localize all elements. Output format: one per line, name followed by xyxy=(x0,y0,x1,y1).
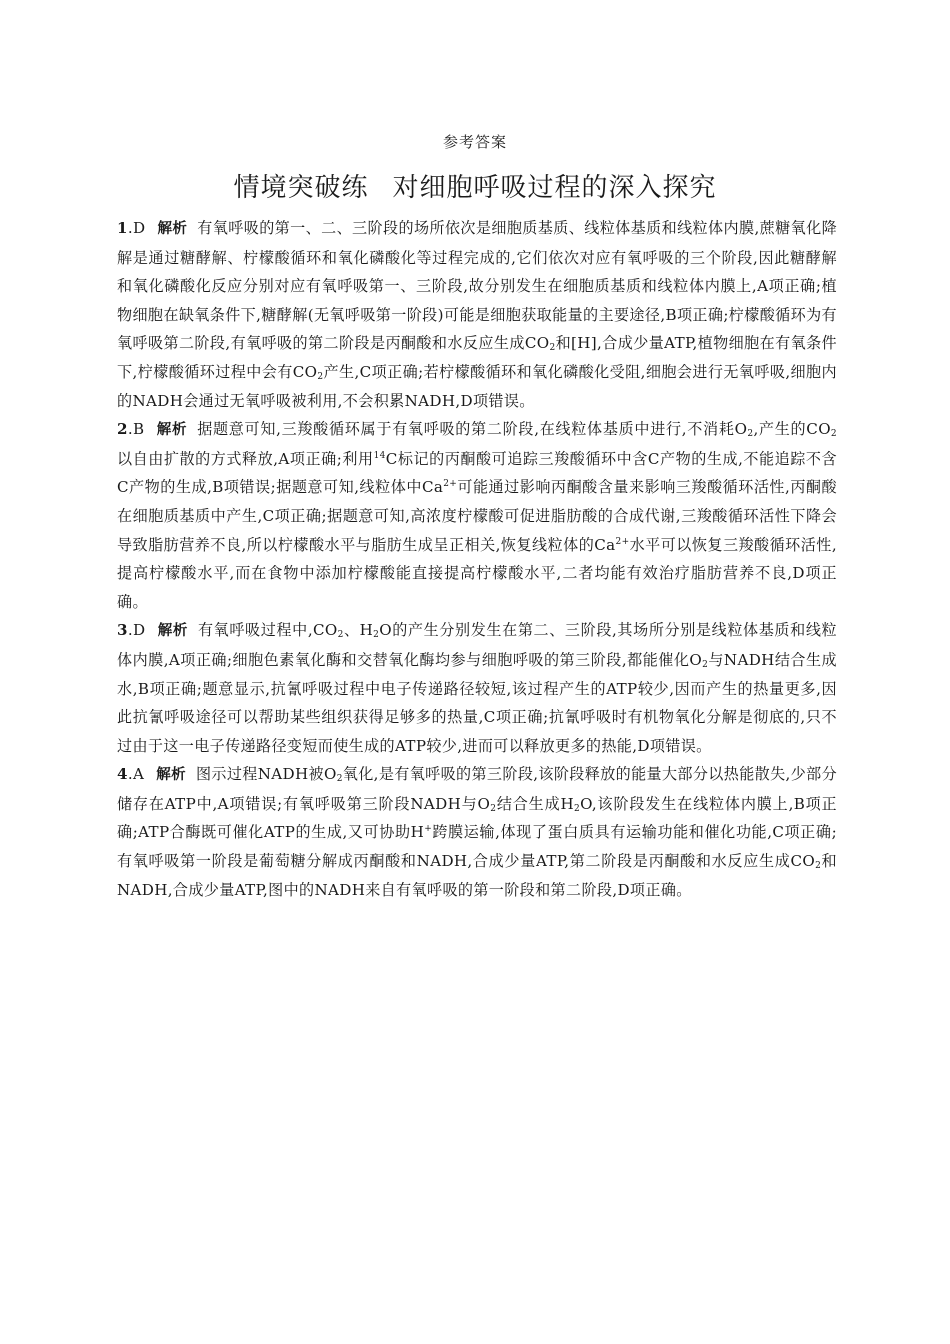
answer-item-4 xyxy=(117,760,837,904)
answer-option: .D xyxy=(127,621,146,640)
subscript: 2 xyxy=(574,803,581,814)
answer-segment: 水平可以恢复三羧酸循环活性,提高柠檬酸水平,而在食物中添加柠檬酸能直接提高柠檬酸水平,二者均能有效治疗脂肪营养不良,D项正确。 xyxy=(117,535,837,611)
answer-text-4 xyxy=(117,760,837,904)
subscript: 2 xyxy=(747,429,754,440)
subscript: 2 xyxy=(549,343,556,354)
answer-text-3 xyxy=(117,616,837,760)
answer-segment: 有氧呼吸过程中,CO xyxy=(197,621,338,640)
answer-segment: 跨膜运输,体现了蛋白质具有运输功能和催化功能,C项正确;有氧呼吸第一阶段是葡萄糖分解成丙酮酸和NADH,合成少量ATP,第二阶段是丙酮酸和水反应生成CO xyxy=(117,823,838,871)
header-label: 参考答案 xyxy=(442,133,507,151)
answer-segment: 、H xyxy=(343,621,374,640)
subscript: 2 xyxy=(702,659,709,670)
answer-option: .D xyxy=(127,219,146,237)
answer-segment: 和[H],合成少量ATP,植物细胞在有氧条件下,柠檬酸循环过程中会有CO xyxy=(117,334,837,381)
answer-segment: ,产生的CO xyxy=(753,420,831,439)
title-part-2: 对细胞呼吸过程的深入探究 xyxy=(392,173,717,203)
superscript: 14 xyxy=(373,450,386,461)
subscript: 2 xyxy=(830,429,837,440)
analysis-label: 解析 xyxy=(156,422,188,439)
answer-segment: 以自由扩散的方式释放,A项正确;利用 xyxy=(117,449,374,468)
analysis-label: 解析 xyxy=(156,767,186,784)
subscript: 2 xyxy=(373,630,380,641)
title-part-1: 情境突破练 xyxy=(233,173,369,203)
analysis-label: 解析 xyxy=(157,623,188,640)
analysis-label: 解析 xyxy=(157,221,188,237)
answer-list xyxy=(117,214,837,904)
subscript: 2 xyxy=(337,630,344,641)
answer-segment: C标记的丙酮酸可追踪三羧酸循环中含C产物的生成,不能追踪不含C产物的生成,B项错误;据题意可知,线粒体中Ca xyxy=(117,449,837,497)
answer-number: 4 xyxy=(117,765,128,784)
answer-number: 3 xyxy=(117,621,128,640)
answer-segment: 据题意可知,三羧酸循环属于有氧呼吸的第二阶段,在线粒体基质中进行,不消耗O xyxy=(197,420,748,439)
subscript: 2 xyxy=(317,371,324,382)
answer-text-1 xyxy=(117,214,837,415)
superscript: + xyxy=(424,824,433,835)
subscript: 2 xyxy=(490,803,497,814)
subscript: 2 xyxy=(336,774,343,785)
answer-option: .A xyxy=(127,765,145,784)
answer-item-3 xyxy=(117,616,837,760)
answer-item-2 xyxy=(117,415,837,616)
superscript: 2+ xyxy=(443,479,458,490)
page-title xyxy=(0,167,950,204)
answer-segment: 与NADH结合生成水,B项正确;题意显示,抗氰呼吸过程中电子传递路径较短,该过程产生的ATP较少,因而产生的热量更多,因此抗氰呼吸途径可以帮助某些组织获得足够多的热量,C项正确;抗氰呼吸时有机物氧化分解是彻底的,只不过由于这一电子传递路径变短而使生成的ATP较少,进而可以释放更多的热能,D项错误。 xyxy=(117,650,837,755)
answer-item-1 xyxy=(117,214,837,415)
answer-segment: 结合生成H xyxy=(496,794,575,813)
answer-segment: 图示过程NADH被O xyxy=(195,765,337,784)
answer-number: 2 xyxy=(117,420,128,439)
answer-segment: 可能通过影响丙酮酸含量来影响三羧酸循环活性,丙酮酸在细胞质基质中产生,C项正确;据题意可知,高浓度柠檬酸可促进脂肪酸的合成代谢,三羧酸循环活性下降会导致脂肪营养不良,所以柠檬酸水平与脂肪生成呈正相关,恢复线粒体的Ca xyxy=(117,478,837,554)
answer-number: 1 xyxy=(117,219,128,237)
answer-segment: 有氧呼吸的第一、二、三阶段的场所依次是细胞质基质、线粒体基质和线粒体内膜,蔗糖氧化降解是通过糖酵解、柠檬酸循环和氧化磷酸化等过程完成的,它们依次对应有氧呼吸的三个阶段,因此糖酵解和氧化磷酸化反应分别对应有氧呼吸第一、三阶段,故分别发生在细胞质基质和线粒体内膜上,A项正确;植物细胞在缺氧条件下,糖酵解(无氧呼吸第一阶段)可能是细胞获取能量的主要途径,B项正确;柠檬酸循环为有氧呼吸第二阶段,有氧呼吸的第二阶段是丙酮酸和水反应生成CO xyxy=(117,219,838,353)
answer-segment: 氧化,是有氧呼吸的第三阶段,该阶段释放的能量大部分以热能散失,少部分储存在ATP中,A项错误;有氧呼吸第三阶段NADH与O xyxy=(117,765,838,813)
superscript: 2+ xyxy=(615,536,630,547)
answer-option: .B xyxy=(127,420,145,439)
answer-segment: O,该阶段发生在线粒体内膜上,B项正确;ATP合酶既可催化ATP的生成,又可协助H xyxy=(117,794,837,842)
subscript: 2 xyxy=(815,861,822,872)
answer-segment: 产生,C项正确;若柠檬酸循环和氧化磷酸化受阻,细胞会进行无氧呼吸,细胞内的NADH会通过无氧呼吸被利用,不会积累NADH,D项错误。 xyxy=(117,362,837,410)
answer-segment: O的产生分别发生在第二、三阶段,其场所分别是线粒体基质和线粒体内膜,A项正确;细胞色素氧化酶和交替氧化酶均参与细胞呼吸的第三阶段,都能催化O xyxy=(117,621,837,669)
answer-segment: 和NADH,合成少量ATP,图中的NADH来自有氧呼吸的第一阶段和第二阶段,D项正确。 xyxy=(117,852,837,899)
answer-text-2 xyxy=(117,415,837,616)
